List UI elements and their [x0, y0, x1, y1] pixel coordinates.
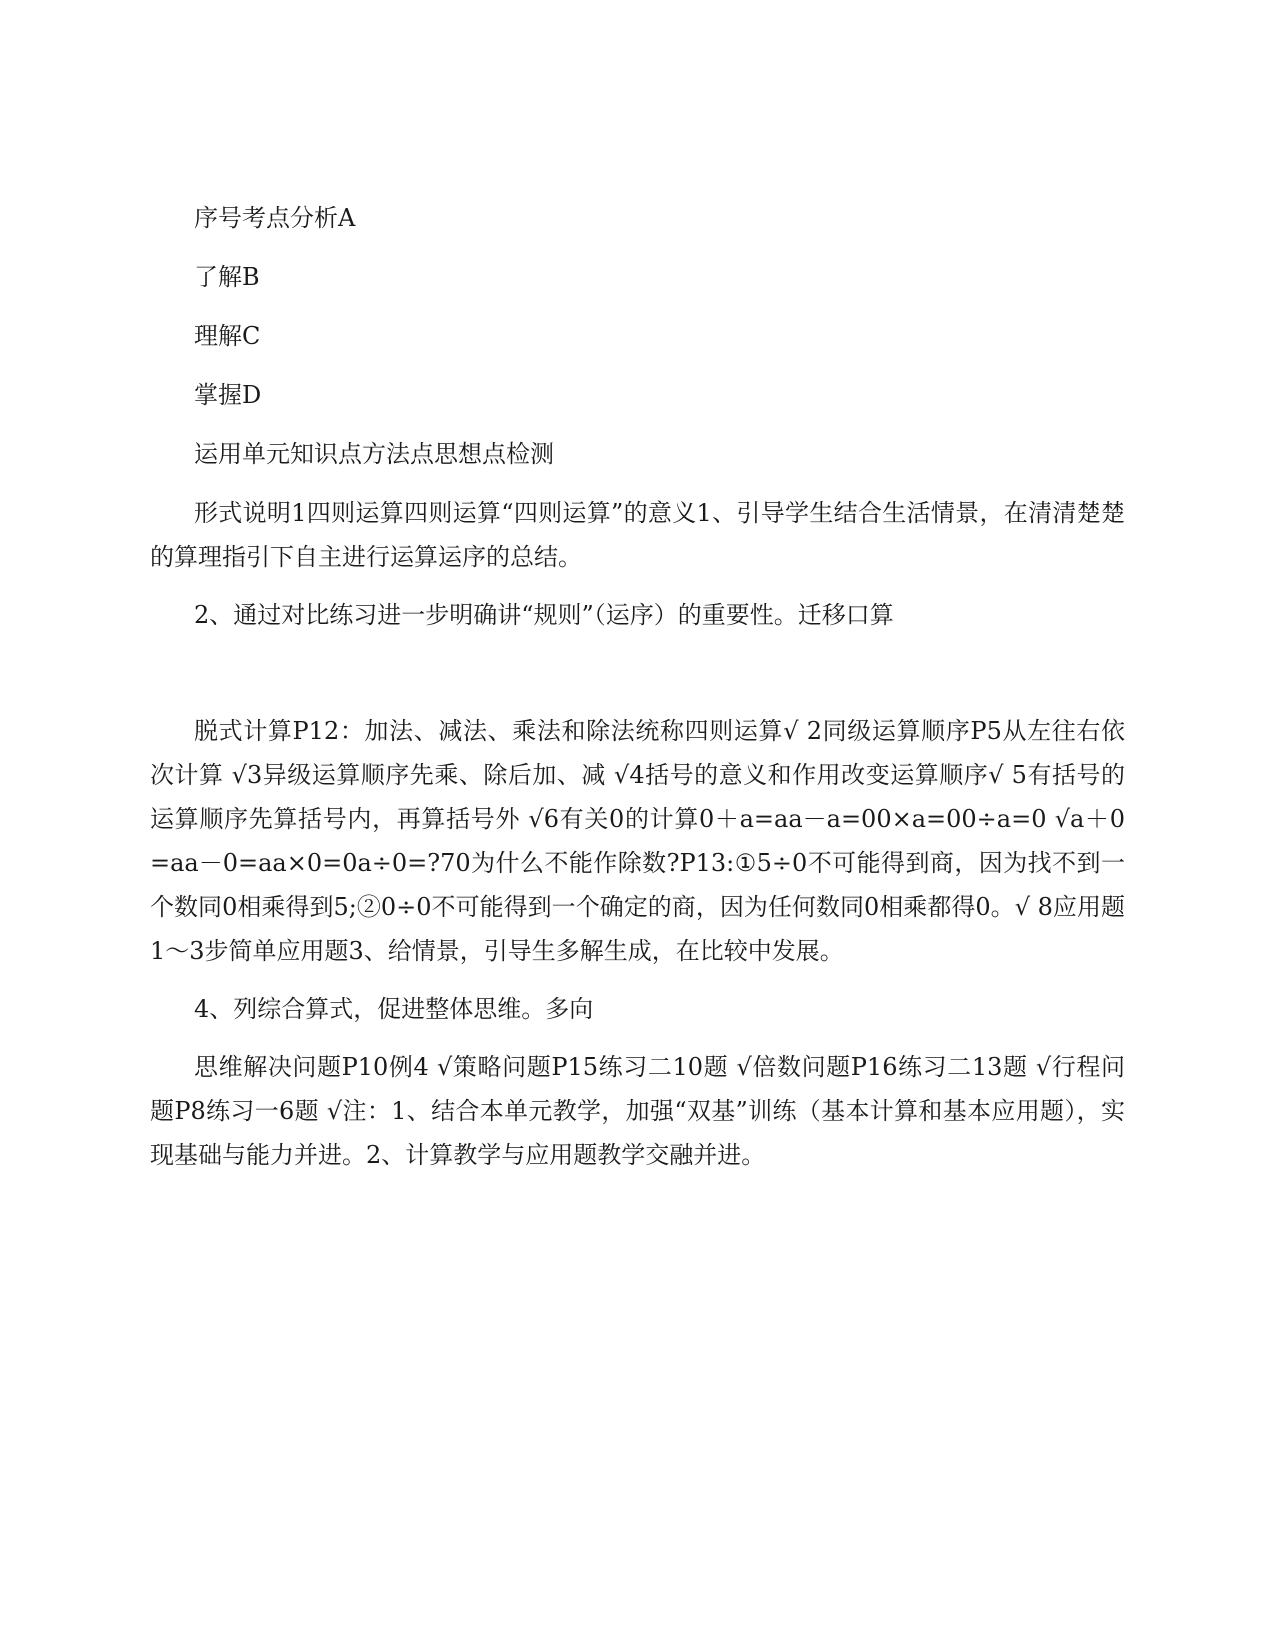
- paragraph-3: 脱式计算P12：加法、减法、乘法和除法统称四则运算√ 2同级运算顺序P5从左往右依次计算 √3异级运算顺序先乘、除后加、减 √4括号的意义和作用改变运算顺序√ 5有括号的运算顺序先算括号内，再算括号外 √6有关0的计算0＋a=aa－a=00×a=00÷a=0 √a＋0=aa－0=aa×0=0a÷0=?70为什么不能作除数?P13:①5÷0不可能得到商，因为找不到一个数同0相乘得到5;②0÷0不可能得到一个确定的商，因为任何数同0相乘都得0。√ 8应用题1～3步简单应用题3、给情景，引导生多解生成，在比较中发展。: [150, 717, 1125, 965]
- heading-line-5: 运用单元知识点方法点思想点检测: [194, 440, 554, 468]
- paragraph-4: 4、列综合算式，促进整体思维。多向: [194, 995, 594, 1023]
- paragraph-2: 2、通过对比练习进一步明确讲“规则”（运序）的重要性。迁移口算: [194, 601, 894, 629]
- paragraph-1: 形式说明1四则运算四则运算“四则运算”的意义1、引导学生结合生活情景，在清清楚楚的算理指引下自主进行运算运序的总结。: [150, 499, 1125, 571]
- heading-line-4: 掌握D: [194, 381, 262, 409]
- heading-line-3: 理解C: [194, 322, 261, 350]
- heading-line-2: 了解B: [194, 263, 260, 291]
- heading-line-1: 序号考点分析A: [194, 204, 356, 232]
- paragraph-5: 思维解决问题P10例4 √策略问题P15练习二10题 √倍数问题P16练习二13题 √行程问题P8练习一6题 √注：1、结合本单元教学，加强“双基”训练（基本计算和基本应用题），实现基础与能力并进。2、计算教学与应用题教学交融并进。: [150, 1053, 1125, 1169]
- document-body: [150, 196, 1125, 1191]
- paragraph-spacer: [150, 651, 1125, 709]
